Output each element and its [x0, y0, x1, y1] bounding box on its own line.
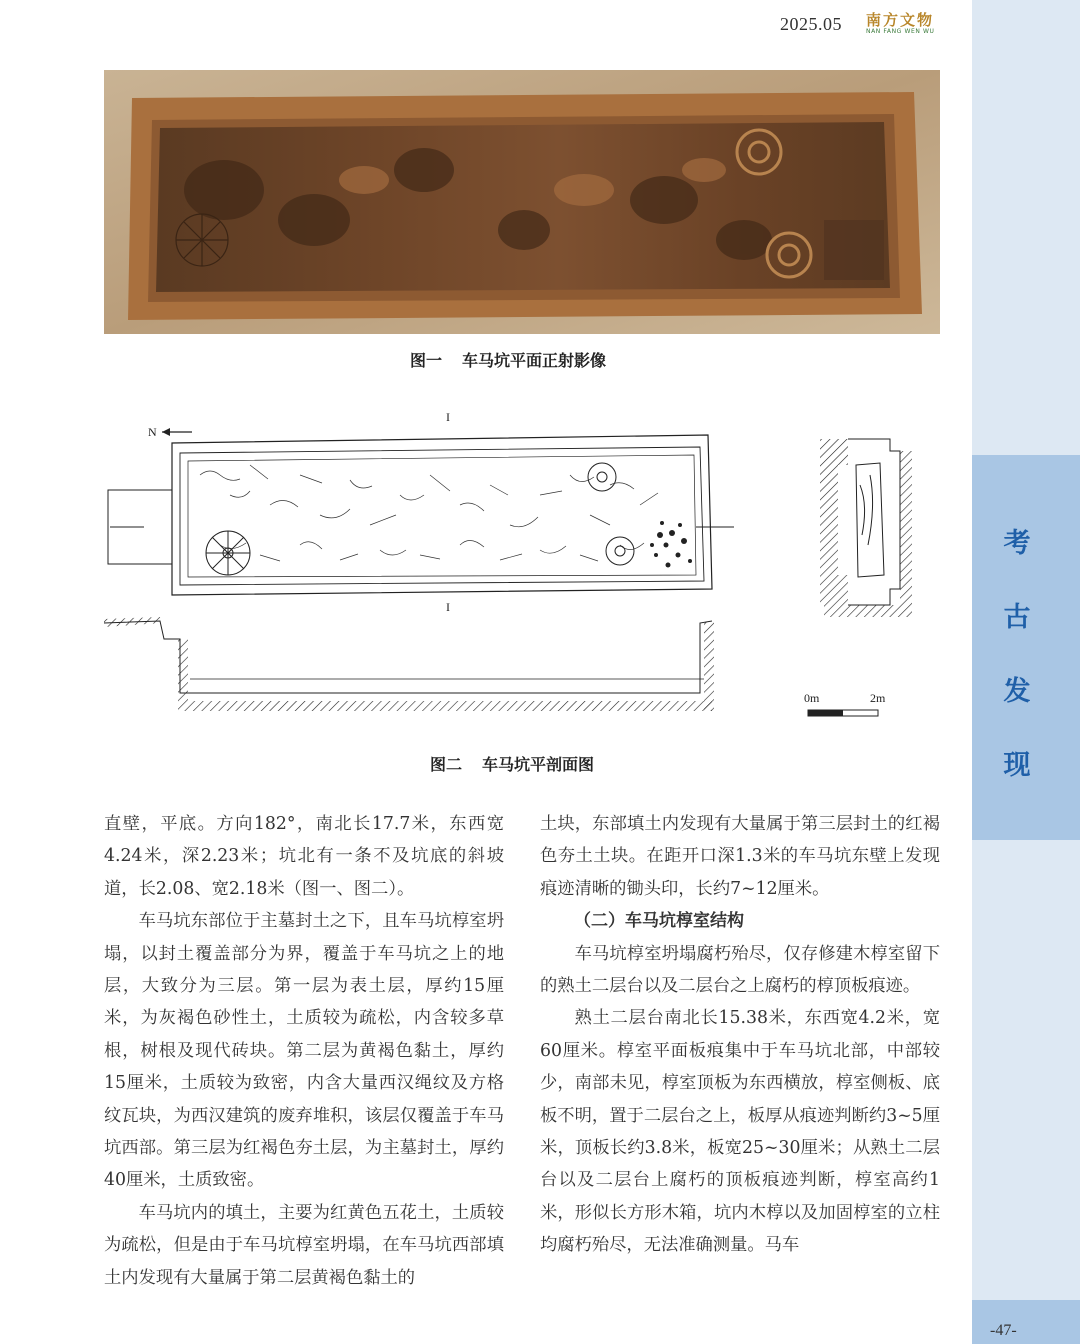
page-number: -47- [990, 1322, 1017, 1339]
section-heading: （二）车马坑椁室结构 [574, 911, 744, 932]
issue-date: 2025.05 [780, 14, 842, 34]
paragraph-right-1: 土块，东部填土内发现有大量属于第三层封土的红褐色夯土土块。在距开口深1.3米的车马坑东壁上发现痕迹清晰的锄头印，长约7~12厘米。 [540, 814, 940, 899]
body-left-column [104, 808, 504, 1294]
scale-end-label: 2m [870, 691, 886, 705]
figure1-orthophoto [104, 70, 940, 334]
section-char-2: 古 [1003, 602, 1031, 633]
paragraph-right-2: 车马坑椁室坍塌腐朽殆尽，仅存修建木椁室留下的熟土二层台以及二层台之上腐朽的椁顶板痕迹。 [540, 943, 940, 997]
figure2-title: 车马坑平剖面图 [482, 755, 595, 774]
figure1-caption [410, 348, 606, 371]
figure2-plan-section-drawing [100, 405, 945, 735]
north-arrow-label: N [148, 425, 157, 439]
journal-logo [866, 12, 944, 42]
section-mark-top: I [446, 410, 450, 424]
page-number-tab [972, 1300, 1080, 1344]
paragraph-left-1: 直壁，平底。方向182°，南北长17.7米，东西宽4.24米，深2.23米；坑北有一条不及坑底的斜坡道，长2.08、宽2.18米（图一、图二）。 [104, 814, 504, 899]
paragraph-right-3: 熟土二层台南北长15.38米，东西宽4.2米，宽60厘米。椁室平面板痕集中于车马坑北部，中部较少，南部未见，椁室顶板为东西横放，椁室侧板、底板不明，置于二层台之上，板厚从痕迹判断约3~5厘米，顶板长约3.8米，板宽25~30厘米；从熟土二层台以及二层台上腐朽的顶板痕迹判断，椁室高约1米，形似长方形木箱，坑内木椁以及加固椁室的立柱均腐朽殆尽，无法准确测量。马车 [540, 1008, 940, 1256]
figure2-number: 图二 [430, 755, 463, 774]
section-mark-bottom: I [446, 600, 450, 614]
paragraph-left-2: 车马坑东部位于主墓封土之下，且车马坑椁室坍塌，以封土覆盖部分为界，覆盖于车马坑之上的地层，大致分为三层。第一层为表土层，厚约15厘米，为灰褐色砂性土，土质较为疏松，内含较多草根，树根及现代砖块。第二层为黄褐色黏土，厚约15厘米，土质较为致密，内含大量西汉绳纹及方格纹瓦块，为西汉建筑的废弃堆积，该层仅覆盖于车马坑西部。第三层为红褐色夯土层，为主墓封土，厚约40厘米，土质致密。 [104, 911, 504, 1191]
paragraph-left-3: 车马坑内的填土，主要为红黄色五花土，土质较为疏松，但是由于车马坑椁室坍塌，在车马坑西部填土内发现有大量属于第二层黄褐色黏土的 [104, 1202, 504, 1288]
logo-chinese: 南方文物 [866, 11, 935, 29]
figure2-caption [430, 752, 594, 775]
section-char-1: 考 [1003, 528, 1031, 559]
scale-start-label: 0m [804, 691, 820, 705]
sidebar-section-title [972, 520, 1062, 816]
figure1-number: 图一 [410, 351, 443, 370]
section-char-3: 发 [1003, 676, 1031, 707]
body-right-column [540, 808, 940, 1262]
section-char-4: 现 [1003, 750, 1031, 781]
figure1-title: 车马坑平面正射影像 [462, 351, 607, 370]
logo-pinyin: NAN FANG WEN WU [866, 28, 935, 35]
